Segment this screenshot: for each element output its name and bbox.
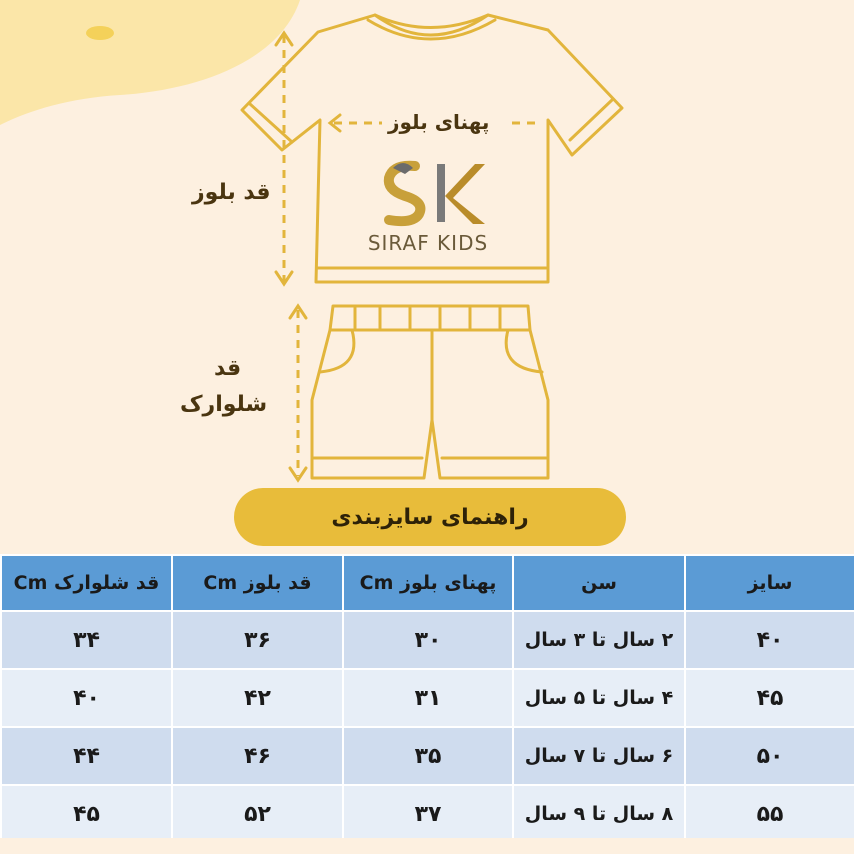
cell-blouse-length: ۵۲ — [172, 785, 343, 843]
header-blouse-width: پهنای بلوز Cm — [343, 555, 513, 611]
cell-blouse-width: ۳۱ — [343, 669, 513, 727]
cell-age: ۶ سال تا ۷ سال — [513, 727, 685, 785]
logo-text: SIRAF KIDS — [367, 231, 489, 255]
brand-logo — [389, 163, 485, 224]
blouse-width-label: پهنای بلوز — [388, 110, 490, 134]
cell-size: ۵۰ — [685, 727, 854, 785]
cell-pants-length: ۴۰ — [1, 669, 172, 727]
cell-blouse-length: ۳۶ — [172, 611, 343, 669]
header-size: سایز — [685, 555, 854, 611]
shorts-outline — [312, 306, 548, 478]
table-header-row — [1, 555, 854, 611]
header-age: سن — [513, 555, 685, 611]
cell-blouse-length: ۴۶ — [172, 727, 343, 785]
cell-pants-length: ۴۵ — [1, 785, 172, 843]
table-row — [1, 669, 854, 727]
cell-blouse-length: ۴۲ — [172, 669, 343, 727]
pants-length-label-line1: قد — [214, 356, 242, 381]
header-blouse-length: قد بلوز Cm — [172, 555, 343, 611]
cell-blouse-width: ۳۵ — [343, 727, 513, 785]
header-pants-length: قد شلوارک Cm — [1, 555, 172, 611]
cell-size: ۵۵ — [685, 785, 854, 843]
cell-pants-length: ۴۴ — [1, 727, 172, 785]
cell-age: ۸ سال تا ۹ سال — [513, 785, 685, 843]
cell-age: ۴ سال تا ۵ سال — [513, 669, 685, 727]
table-row — [1, 727, 854, 785]
cell-pants-length: ۳۴ — [1, 611, 172, 669]
cell-blouse-width: ۳۷ — [343, 785, 513, 843]
cell-size: ۴۵ — [685, 669, 854, 727]
cell-age: ۲ سال تا ۳ سال — [513, 611, 685, 669]
blouse-length-label: قد بلوز — [192, 180, 271, 205]
size-table — [0, 554, 854, 844]
size-guide-title: راهنمای سایزبندی — [331, 504, 529, 530]
bottom-strip — [0, 838, 854, 854]
size-guide-banner — [234, 488, 626, 546]
cell-size: ۴۰ — [685, 611, 854, 669]
pants-length-label-line2: شلوارک — [180, 392, 268, 417]
table-row — [1, 611, 854, 669]
cell-blouse-width: ۳۰ — [343, 611, 513, 669]
table-row — [1, 785, 854, 843]
